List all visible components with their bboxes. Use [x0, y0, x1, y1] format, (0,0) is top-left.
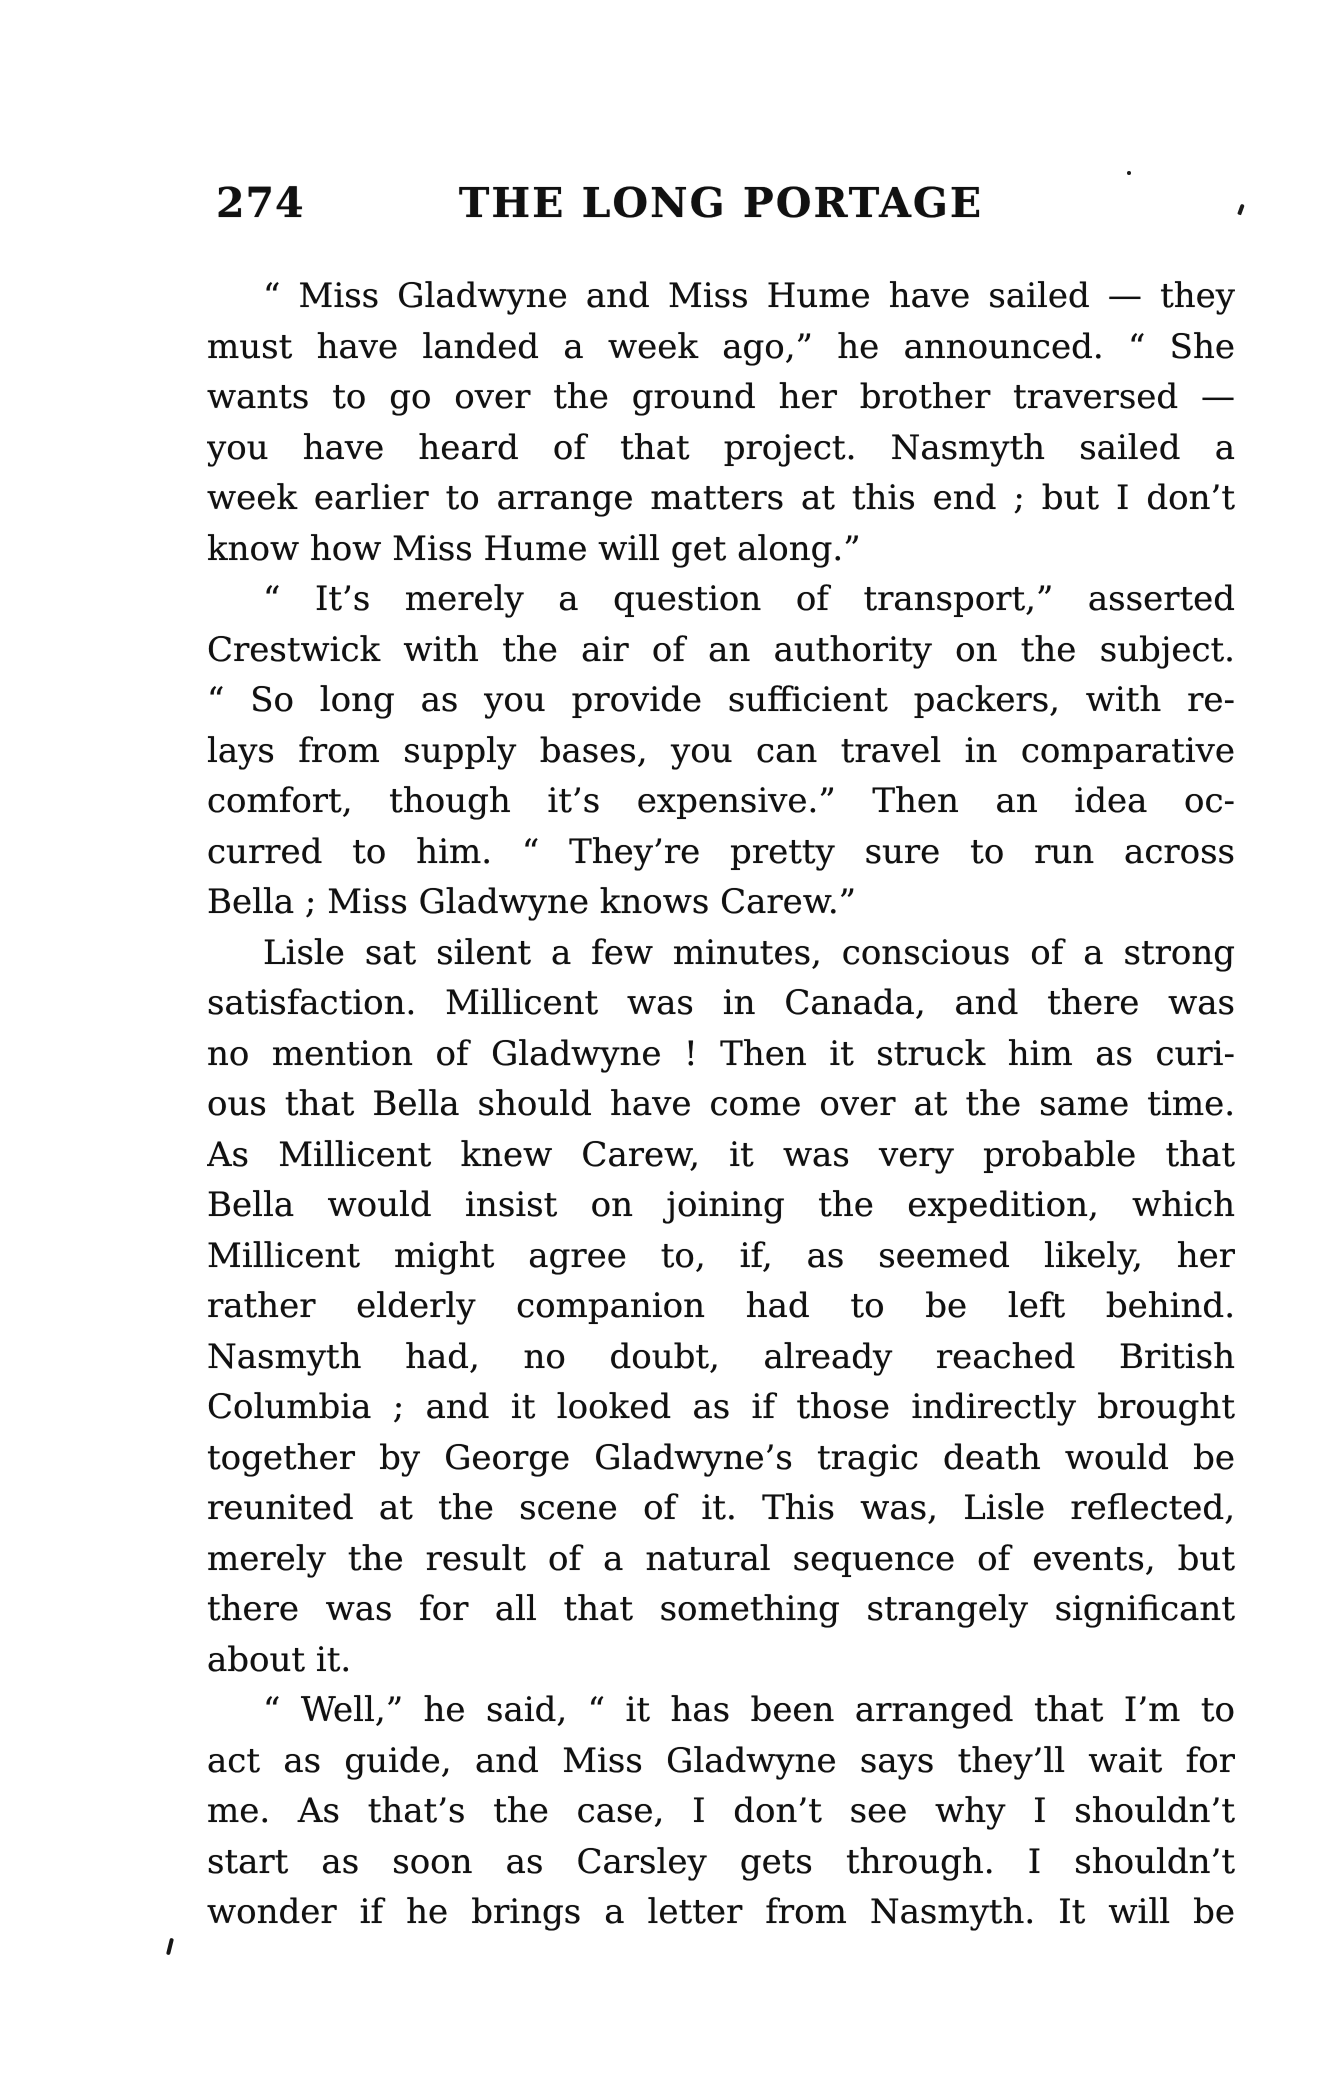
running-title: THE LONG PORTAGE	[458, 179, 984, 227]
text-line: act as guide, and Miss Gladwyne says they’ll wait for	[207, 1740, 1235, 1781]
text-line: Bella would insist on joining the expedition, which	[207, 1185, 1235, 1225]
text-line: must have landed a week ago,” he announced. “ She	[207, 326, 1235, 367]
text-line: curred to him. “ They’re pretty sure to run across	[207, 831, 1235, 872]
text-line: no mention of Gladwyne ! Then it struck him as curi-	[207, 1033, 1235, 1074]
ink-mark-tick	[166, 1938, 174, 1955]
text-line: As Millicent knew Carew, it was very probable that	[207, 1134, 1235, 1175]
text-line: know how Miss Hume will get along.”	[207, 528, 861, 569]
text-line: about it.	[207, 1639, 352, 1680]
text-line: “ Miss Gladwyne and Miss Hume have sailed — they	[263, 276, 1235, 316]
text-line: Columbia ; and it looked as if those indirectly brought	[207, 1387, 1235, 1427]
text-line: wants to go over the ground her brother traversed —	[207, 377, 1235, 417]
page-number: 274	[216, 179, 305, 227]
text-line: merely the result of a natural sequence of events, but	[207, 1538, 1235, 1579]
text-line: rather elderly companion had to be left behind.	[207, 1286, 1235, 1326]
ink-speck-comma	[1237, 204, 1245, 216]
text-line: wonder if he brings a letter from Nasmyth. It will be	[207, 1892, 1235, 1932]
text-line: “ Well,” he said, “ it has been arranged that I’m to	[263, 1690, 1235, 1730]
text-line: comfort, though it’s expensive.” Then an idea oc-	[207, 781, 1235, 821]
text-line: start as soon as Carsley gets through. I shouldn’t	[207, 1841, 1235, 1882]
text-line: together by George Gladwyne’s tragic death would be	[207, 1437, 1235, 1478]
text-block	[207, 271, 1235, 1938]
ink-speck-dot	[1127, 171, 1131, 175]
text-line: Lisle sat silent a few minutes, conscious of a strong	[263, 932, 1235, 973]
text-line: “ It’s merely a question of transport,” asserted	[263, 579, 1235, 619]
text-line: me. As that’s the case, I don’t see why I shouldn’t	[207, 1791, 1235, 1831]
text-line: “ So long as you provide sufficient packers, with re-	[207, 680, 1235, 720]
text-line: Bella ; Miss Gladwyne knows Carew.”	[207, 882, 857, 922]
text-line: week earlier to arrange matters at this end ; but I don’t	[207, 478, 1235, 518]
text-line: Millicent might agree to, if, as seemed likely, her	[207, 1235, 1235, 1276]
text-line: Crestwick with the air of an authority on the subject.	[207, 629, 1235, 670]
text-line: ous that Bella should have come over at the same time.	[207, 1084, 1235, 1124]
text-line: lays from supply bases, you can travel in comparative	[207, 730, 1235, 771]
text-line: reunited at the scene of it. This was, Lisle reflected,	[207, 1488, 1235, 1528]
text-line: you have heard of that project. Nasmyth sailed a	[207, 427, 1235, 468]
text-line: Nasmyth had, no doubt, already reached British	[207, 1336, 1235, 1377]
text-line: there was for all that something strangely significant	[207, 1589, 1235, 1629]
running-header	[207, 180, 1235, 230]
text-line: satisfaction. Millicent was in Canada, and there was	[207, 983, 1235, 1023]
